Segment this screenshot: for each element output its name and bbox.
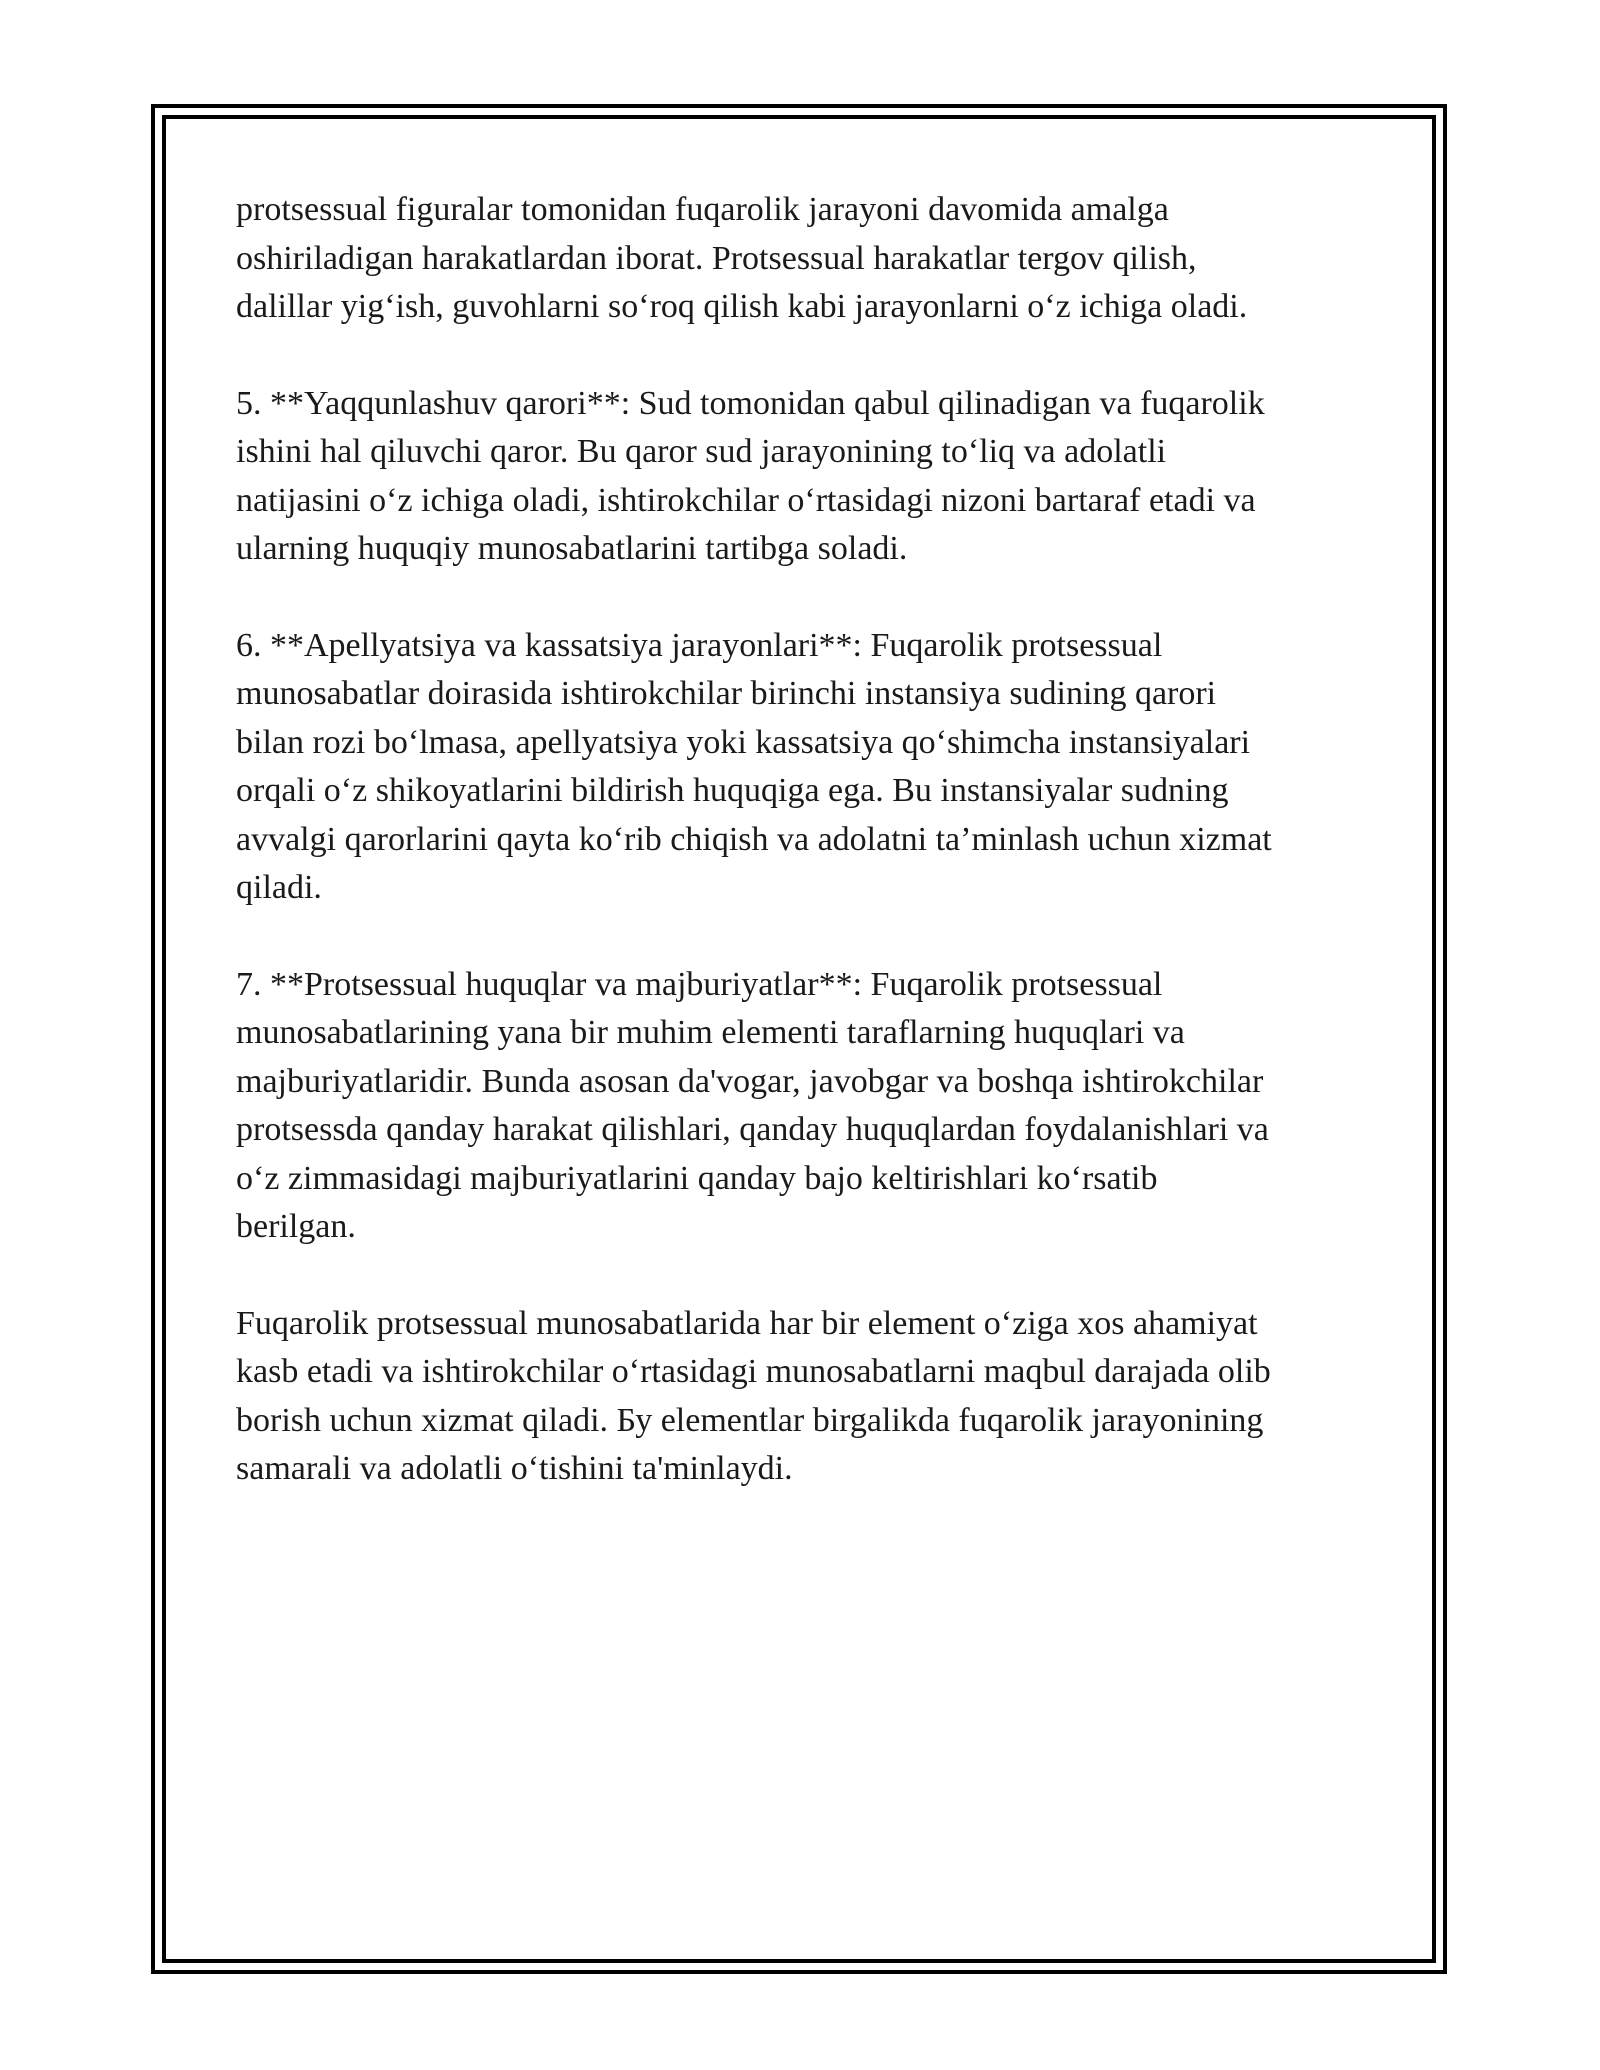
paragraph-item-5: 5. **Yaqqunlashuv qarori**: Sud tomonidan qabul qilinadigan va fuqarolik ishini hal qiluvchi qaror. Bu qaror sud jarayonining to‘liq va adolatli natijasini o‘z ichiga oladi, ishtirokchilar o‘rtasidagi nizoni bartaraf etadi va ularning huquqiy munosabatlarini tartibga soladi. (236, 384, 1265, 567)
document-body (236, 186, 1366, 1542)
paragraph-conclusion: Fuqarolik protsessual munosabatlarida har bir element o‘ziga xos ahamiyat kasb etadi va ishtirokchilar o‘rtasidagi munosabatlarni maqbul darajada olib borish uchun xizmat qiladi. Бу elementlar birgalikda fuqarolik jarayonining samarali va adolatli o‘tishini ta'minlaydi. (236, 1304, 1271, 1487)
paragraph-item-7: 7. **Protsessual huquqlar va majburiyatlar**: Fuqarolik protsessual munosabatlarining yana bir muhim elementi taraflarning huquqlari va majburiyatlaridir. Bunda asosan da'vogar, javobgar va boshqa ishtirokchilar protsessda qanday harakat qilishlari, qanday huquqlardan foydalanishlari va o‘z zimmasidagi majburiyatlarini qanday bajo keltirishlari ko‘rsatib berilgan. (236, 965, 1269, 1245)
paragraph-item-6: 6. **Apellyatsiya va kassatsiya jarayonlari**: Fuqarolik protsessual munosabatlar doirasida ishtirokchilar birinchi instansiya sudining qarori bilan rozi bo‘lmasa, apellyatsiya yoki kassatsiya qo‘shimcha instansiyalari orqali o‘z shikoyatlarini bildirish huquqiga ega. Bu instansiyalar sudning avvalgi qarorlarini qayta ko‘rib chiqish va adolatni ta’minlash uchun xizmat qiladi. (236, 626, 1272, 906)
paragraph-protsessual-harakatlar: protsessual figuralar tomonidan fuqarolik jarayoni davomida amalga oshiriladigan harakatlardan iborat. Protsessual harakatlar tergov qilish, dalillar yig‘ish, guvohlarni so‘roq qilish kabi jarayonlarni o‘z ichiga oladi. (236, 191, 1248, 325)
